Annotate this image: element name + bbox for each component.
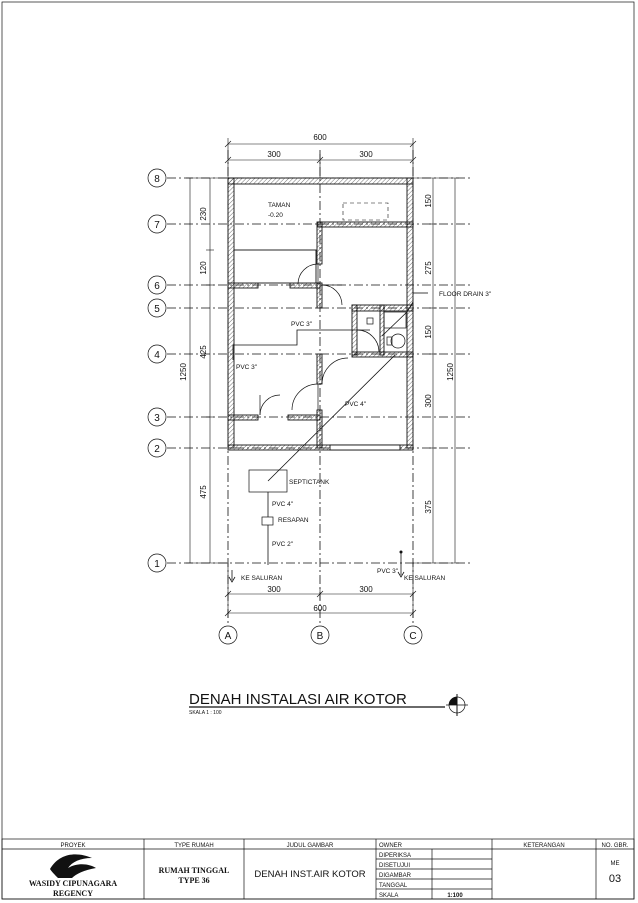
drawing-scale-note: SKALA 1 : 100 [189, 710, 222, 716]
project-logo [50, 854, 96, 878]
grid-row-label: 6 [154, 281, 160, 292]
tb-code: ME [610, 861, 620, 867]
grid-col-label: B [316, 631, 324, 642]
north-arrow-icon [446, 694, 468, 716]
tb-header-owner: OWNER [379, 843, 402, 849]
tb-row-tanggal: TANGGAL [379, 883, 408, 889]
tb-skala-value: 1:100 [447, 893, 463, 899]
grid-row-label: 2 [154, 444, 160, 455]
tb-header-no-gbr: NO. GBR. [601, 843, 629, 849]
dim-right-375: 375 [424, 500, 433, 514]
tb-judul: DENAH INST.AIR KOTOR [254, 869, 366, 880]
left-dimensions [179, 178, 228, 563]
grid-row-label: 7 [154, 220, 160, 231]
tb-type-line1: RUMAH TINGGAL [158, 866, 230, 875]
ke-saluran-left-label: KE SALURAN [241, 575, 283, 582]
grid-col-label: C [409, 631, 417, 642]
tb-sheet-no: 03 [608, 873, 622, 885]
grid-row-label: 4 [154, 350, 160, 361]
dim-right-300: 300 [424, 394, 433, 408]
garden-box [343, 203, 388, 220]
dim-bottom-right: 300 [359, 585, 373, 594]
walls [228, 178, 413, 450]
dim-left-120: 120 [199, 261, 208, 275]
dim-top-left: 300 [267, 150, 281, 159]
dim-bottom-total: 600 [313, 604, 327, 613]
tb-row-disetujui: DISETUJUI [379, 863, 411, 869]
grid-row-label: 1 [154, 559, 160, 570]
dim-left-475: 475 [199, 485, 208, 499]
resapan-label: RESAPAN [278, 517, 309, 524]
drawing-title: DENAH INSTALASI AIR KOTOR [189, 691, 407, 708]
dim-left-total: 1250 [179, 363, 188, 381]
septictank-label: SEPTICTANK [289, 479, 330, 486]
dim-right-total: 1250 [446, 363, 455, 381]
dim-bottom-left: 300 [267, 585, 281, 594]
soakaway-pit [262, 517, 273, 525]
bathroom-fixtures [367, 312, 406, 348]
dim-right-275: 275 [424, 261, 433, 275]
tb-header-type: TYPE RUMAH [174, 843, 214, 849]
tb-type-line2: TYPE 36 [178, 876, 210, 885]
pvc3-label-c: PVC 3" [377, 568, 399, 575]
tb-header-proyek: PROYEK [60, 843, 86, 849]
dim-right-150b: 150 [424, 325, 433, 339]
pvc2-label: PVC 2" [272, 541, 294, 548]
floor-drain-label: FLOOR DRAIN 3" [439, 291, 492, 298]
dim-right-150a: 150 [424, 194, 433, 208]
grid-row-label: 3 [154, 413, 160, 424]
tb-header-keterangan: KETERANGAN [523, 843, 565, 849]
dim-left-425: 425 [199, 345, 208, 359]
grid-row-label: 5 [154, 304, 160, 315]
grid-axes [167, 150, 470, 626]
grid-row-bubbles [148, 169, 166, 572]
dim-left-230: 230 [199, 207, 208, 221]
tb-row-skala: SKALA [379, 893, 399, 899]
right-dimensions [413, 178, 459, 563]
garden-label: TAMAN [268, 202, 291, 209]
dim-top-total: 600 [313, 133, 327, 142]
tb-project-line2: REGENCY [52, 889, 94, 898]
tb-row-diperiksa: DIPERIKSA [379, 853, 412, 859]
ke-saluran-right-label: KE SALURAN [404, 575, 446, 582]
grid-row-label: 8 [154, 174, 160, 185]
tb-project-line1: WASIDY CIPUNAGARA [28, 879, 118, 888]
pvc4-label-b: PVC 4" [272, 501, 294, 508]
dim-top-right: 300 [359, 150, 373, 159]
grid-col-bubbles [219, 626, 422, 644]
pvc3-label-b: PVC 3" [236, 364, 258, 371]
pipe-network [229, 293, 428, 582]
top-dimensions [225, 133, 416, 178]
garden-level-label: -0.20 [268, 212, 283, 219]
tb-row-digambar: DIGAMBAR [379, 873, 412, 879]
pvc3-label-a: PVC 3" [291, 321, 313, 328]
tb-header-judul: JUDUL GAMBAR [286, 843, 334, 849]
pvc4-label-a: PVC 4" [345, 401, 367, 408]
grid-col-label: A [224, 631, 232, 642]
